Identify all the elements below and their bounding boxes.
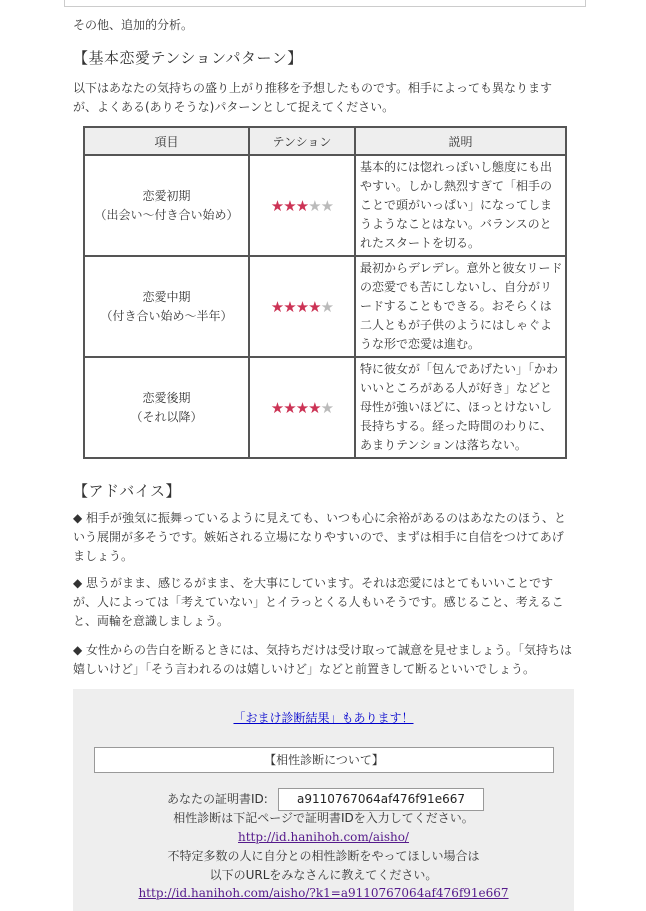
share-text-1: 不特定多数の人に自分との相性診断をやってほしい場合は: [167, 849, 480, 863]
share-url: [73, 884, 574, 902]
star-filled-icon: ★: [283, 297, 296, 316]
advice-item: ◆ 思うがまま、感じるがまま、を大事にしています。それは恋愛にはとてもいいことですが、人によっては「考えていない」とイラっとくる人もいそうです。感じること、考えること、両輪を意識しましょう。: [73, 576, 564, 628]
table-row: [84, 256, 566, 357]
cert-id-field[interactable]: [278, 788, 484, 811]
header-description: 説明: [355, 127, 566, 155]
item-period: （それ以降）: [130, 409, 203, 424]
intro-text: その他、追加的分析。: [73, 18, 194, 32]
aisho-link[interactable]: http://id.hanihoh.com/aisho/: [238, 830, 409, 844]
tension-rating: [249, 357, 355, 458]
table-row: [84, 357, 566, 458]
item-title: 恋愛後期: [142, 390, 191, 405]
item-period: （出会い～付き合い始め）: [94, 207, 239, 222]
advice-item: ◆ 相手が強気に振舞っているように見えても、いつも心に余裕があるのはあなたのほう、という展開が多そうです。嫉妬される立場になりやすいので、まずは相手に自信をつけてあげましょう。: [73, 511, 567, 563]
item-title: 恋愛初期: [142, 188, 191, 203]
table-row: [84, 155, 566, 256]
description-cell: 特に彼女が「包んであげたい」「かわいいところがある人が好き」などと母性が強いほどに、ほっとけないし長持ちする。経った時間のわりに、あまりテンションは落ちない。: [355, 357, 566, 458]
tension-pattern-table: [83, 126, 567, 459]
header-item: 項目: [84, 127, 249, 155]
compatibility-button[interactable]: 【相性診断について】: [94, 747, 554, 773]
item-period: （付き合い始め～半年）: [100, 308, 233, 323]
star-empty-icon: ★: [320, 297, 334, 316]
star-filled-icon: ★: [295, 398, 309, 417]
header-tension: テンション: [249, 127, 355, 155]
share-text-2: 以下のURLをみなさんに教えてください。: [209, 868, 438, 882]
item-cell: [84, 357, 249, 458]
star-filled-icon: ★: [270, 398, 284, 417]
pattern-heading: 【基本恋愛テンションパターン】: [73, 49, 303, 67]
table-header-row: [84, 127, 566, 155]
star-filled-icon: ★: [295, 297, 309, 316]
advice-heading: 【アドバイス】: [73, 482, 182, 500]
description-cell: 最初からデレデレ。意外と彼女リードの恋愛でも苦にしないし、自分がリードすることもできる。おそらくは二人ともが子供のようにはしゃぐような形で恋愛は進む。: [355, 256, 566, 357]
advice-item: ◆ 女性からの告白を断るときには、気持ちだけは受け取って誠意を見せましょう。「気持ちは嬉しいけど」「そう言われるのは嬉しいけど」などと前置きして断るといいでしょう。: [73, 643, 573, 676]
instruction-text: 相性診断は下記ページで証明書IDを入力してください。: [173, 811, 474, 825]
bonus-result-link[interactable]: 「おまけ診断結果」もあります！: [233, 711, 414, 725]
description-cell: 基本的には惚れっぽいし態度にも出やすい。しかし熱烈すぎて「相手のことで頭がいっぱい」になってしまうようなことはない。バランスのとれたスタートを切る。: [355, 155, 566, 256]
star-empty-icon: ★: [320, 398, 334, 417]
share-link[interactable]: http://id.hanihoh.com/aisho/?k1=a9110767064af476f91e667: [138, 886, 509, 900]
tension-rating: [249, 155, 355, 256]
cert-id-label: あなたの証明書ID:: [167, 792, 268, 806]
star-filled-icon: ★: [270, 196, 284, 215]
star-filled-icon: ★: [308, 297, 321, 316]
bonus-result: [73, 709, 574, 726]
star-filled-icon: ★: [270, 297, 284, 316]
star-filled-icon: ★: [283, 398, 296, 417]
item-title: 恋愛中期: [142, 289, 191, 304]
item-cell: [84, 155, 249, 256]
pattern-description: 以下はあなたの気持ちの盛り上がり推移を予想したものです。相手によっても異なりますが、よくある(ありそうな)パターンとして捉えてください。: [73, 81, 553, 114]
tension-rating: [249, 256, 355, 357]
star-filled-icon: ★: [295, 196, 309, 215]
star-empty-icon: ★: [320, 196, 334, 215]
star-filled-icon: ★: [308, 398, 321, 417]
top-box-edge: [64, 0, 586, 7]
aisho-url: [73, 828, 574, 846]
star-empty-icon: ★: [308, 196, 321, 215]
item-cell: [84, 256, 249, 357]
compatibility-panel: [73, 689, 574, 911]
star-filled-icon: ★: [283, 196, 296, 215]
